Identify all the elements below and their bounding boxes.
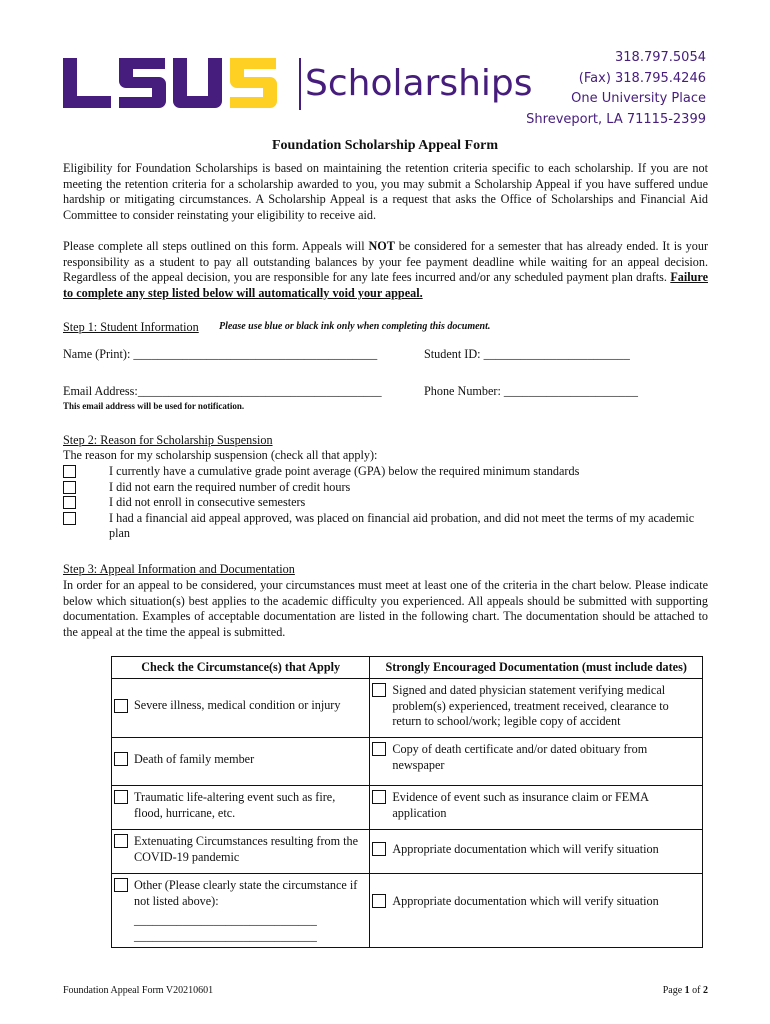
reason-list — [63, 464, 708, 542]
documentation-checkbox[interactable] — [372, 790, 386, 804]
instructions-text-b: be considered for a semester that has already ended. It is your responsibility as a student to pay all outstanding balances by your fee payment deadline while waiting for an appeal decision. Regardless of the appeal decision, you are responsible for any late fees incurred and/or any scheduled payment plan drafts. — [63, 239, 709, 285]
instructions-text-a: Please complete all steps outlined on this form. Appeals will — [63, 239, 369, 253]
reason-item — [63, 480, 708, 496]
circumstance-text: Death of family member — [134, 752, 255, 766]
page-prefix: Page — [662, 985, 685, 996]
ink-note: Please use blue or black ink only when completing this document. — [219, 321, 491, 332]
form-version: Foundation Appeal Form V20210601 — [63, 985, 214, 996]
table-row — [112, 786, 703, 830]
documentation-text: Appropriate documentation which will verify situation — [392, 842, 659, 856]
table-header-row — [112, 657, 703, 679]
phone-label: Phone Number: — [424, 384, 501, 398]
phone-blank[interactable]: ______________________ — [503, 384, 638, 398]
reason-text: I did not enroll in consecutive semesters — [109, 495, 306, 510]
page-current: 1 — [684, 985, 690, 996]
circumstance-checkbox[interactable] — [114, 834, 128, 848]
page-total: 2 — [703, 985, 708, 996]
contact-fax: (Fax) 318.795.4246 — [578, 70, 706, 86]
circumstance-checkbox[interactable] — [114, 790, 128, 804]
table-row — [112, 830, 703, 874]
email-blank[interactable]: ________________________________________ — [137, 384, 382, 398]
contact-block — [526, 48, 706, 130]
lsus-logo-graphic — [63, 58, 278, 108]
documentation-text: Signed and dated physician statement verifying medical problem(s) experienced, treatment received, clearance to return to school/work; legible copy of accident — [392, 683, 669, 729]
student-id-field[interactable] — [424, 347, 630, 362]
documentation-checkbox[interactable] — [372, 683, 386, 697]
table-row — [112, 738, 703, 786]
student-id-label: Student ID: — [424, 347, 481, 361]
step3-paragraph: In order for an appeal to be considered, your circumstances must meet at least one of the criteria in the chart below. Please indicate below which situation(s) best applies to the academic difficulty you experienced. All appeals should be submitted with supporting documentation. Examples of acceptable documentation are listed in the following chart. The documentation should be attached to the appeal at the time the appeal is submitted. — [63, 578, 708, 639]
email-label: Email Address: — [63, 384, 138, 398]
reason-checkbox[interactable] — [63, 512, 76, 525]
reason-text: I had a financial aid appeal approved, was placed on financial aid probation, and did not meet the terms of my academic plan — [109, 510, 695, 541]
reason-item — [63, 495, 708, 511]
contact-phone: 318.797.5054 — [615, 50, 706, 65]
name-label: Name (Print): — [63, 347, 131, 361]
documentation-checkbox[interactable] — [372, 894, 386, 908]
table-header-documentation: Strongly Encouraged Documentation (must include dates) — [370, 657, 703, 679]
documentation-checkbox[interactable] — [372, 842, 386, 856]
table-row — [112, 874, 703, 948]
circumstance-checkbox[interactable] — [114, 752, 128, 766]
circumstance-text: Extenuating Circumstances resulting from the COVID-19 pandemic — [134, 834, 359, 864]
phone-field[interactable] — [424, 384, 638, 399]
reason-checkbox[interactable] — [63, 481, 76, 494]
instructions-not: NOT — [368, 239, 395, 253]
contact-address-line1: One University Place — [571, 91, 706, 106]
circumstance-checkbox[interactable] — [114, 878, 128, 892]
documentation-text: Copy of death certificate and/or dated obituary from newspaper — [392, 742, 648, 772]
form-title: Foundation Scholarship Appeal Form — [272, 138, 498, 153]
reason-item — [63, 511, 708, 542]
letterhead — [0, 0, 770, 130]
void-warning: Failure to complete any step listed below will automatically void your appeal. — [63, 270, 708, 300]
logo-divider — [299, 58, 301, 110]
reason-text: I currently have a cumulative grade point average (GPA) below the required minimum standards — [109, 464, 580, 478]
step3-heading: Step 3: Appeal Information and Documentation — [63, 562, 295, 576]
eligibility-paragraph: Eligibility for Foundation Scholarships is based on maintaining the retention criteria specific to each scholarship. If you are not meeting the retention criteria for a scholarship awarded to you, you may submit a Scholarship Appeal if you have suffered undue hardship or mitigating circumstances. A Scholarship Appeal is a request that asks the Office of Scholarships and Financial Aid Committee to consider reinstating your eligibility to receive aid. — [63, 161, 708, 222]
circumstance-text: Severe illness, medical condition or injury — [134, 698, 341, 712]
step2-heading: Step 2: Reason for Scholarship Suspension — [63, 433, 273, 447]
reason-checkbox[interactable] — [63, 465, 76, 478]
reason-checkbox[interactable] — [63, 496, 76, 509]
other-blank-line[interactable]: ______________________________ — [134, 913, 317, 928]
step2-intro: The reason for my scholarship suspension (check all that apply): — [63, 448, 378, 462]
name-field[interactable] — [63, 347, 377, 362]
email-notification-note: This email address will be used for notification. — [63, 401, 245, 411]
other-blank-line[interactable]: ______________________________ — [134, 928, 317, 943]
circumstance-text: Other (Please clearly state the circumstance if not listed above): — [134, 878, 358, 908]
documentation-text: Evidence of event such as insurance claim or FEMA application — [392, 790, 649, 820]
documentation-checkbox[interactable] — [372, 742, 386, 756]
table-row — [112, 679, 703, 738]
step1-heading: Step 1: Student Information — [63, 320, 199, 334]
brand-wordmark: Scholarships — [305, 63, 533, 104]
name-blank[interactable]: ________________________________________ — [133, 347, 378, 361]
circumstance-checkbox[interactable] — [114, 699, 128, 713]
reason-item — [63, 464, 708, 480]
page-number — [663, 985, 708, 996]
circumstances-table — [111, 656, 703, 948]
contact-address-line2: Shreveport, LA 71115-2399 — [526, 111, 706, 127]
lsus-logo — [63, 58, 278, 108]
page-of: of — [689, 985, 703, 996]
student-id-blank[interactable]: ________________________ — [483, 347, 630, 361]
reason-text: I did not earn the required number of credit hours — [109, 479, 351, 494]
circumstance-text: Traumatic life-altering event such as fire, flood, hurricane, etc. — [134, 790, 336, 820]
table-header-circumstance: Check the Circumstance(s) that Apply — [112, 657, 370, 679]
email-field[interactable] — [63, 384, 382, 399]
documentation-text: Appropriate documentation which will verify situation — [392, 894, 659, 908]
instructions-paragraph — [63, 239, 708, 301]
